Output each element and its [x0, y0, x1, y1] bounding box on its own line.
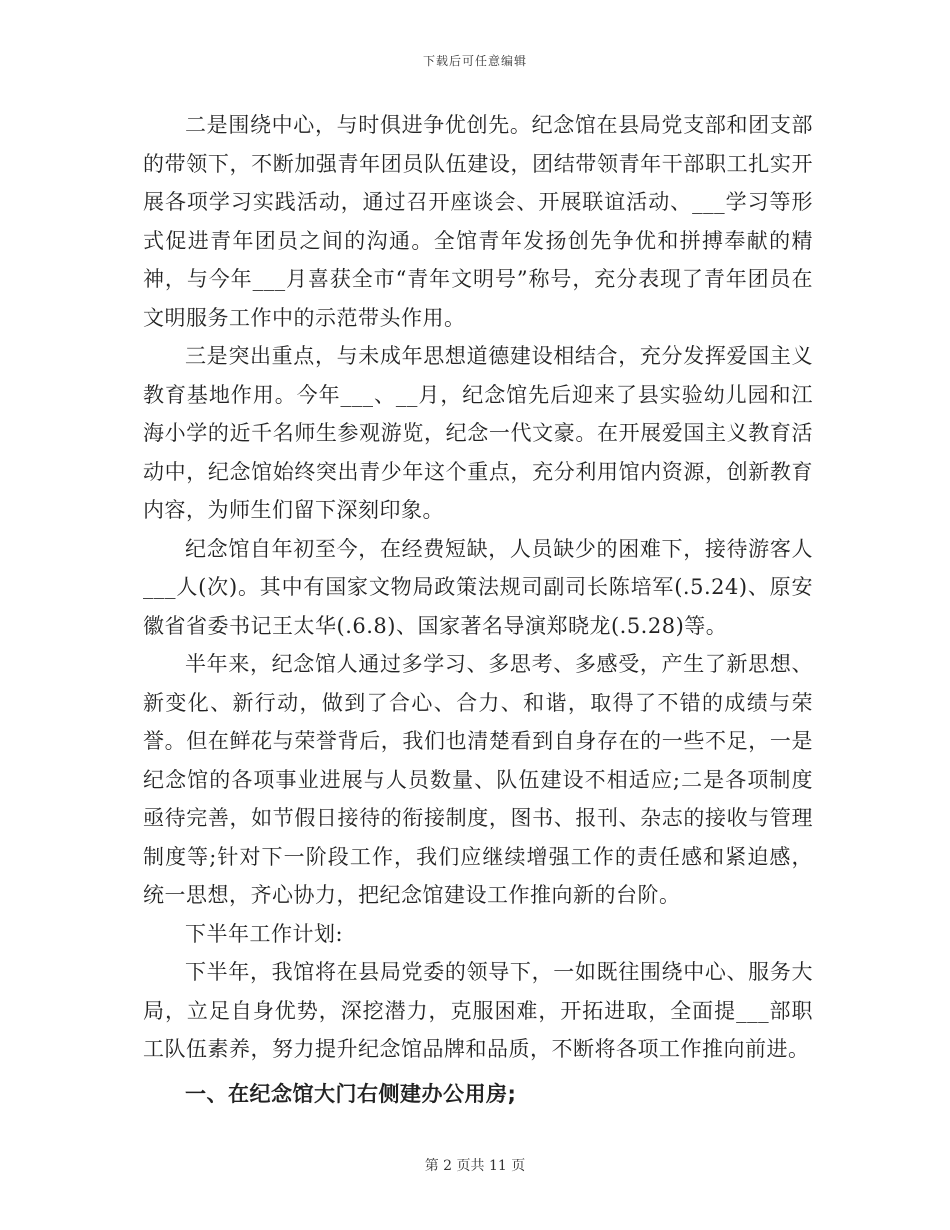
page-footer: 第 2 页共 11 页 — [424, 1158, 526, 1174]
paragraph-4: 半年来，纪念馆人通过多学习、多思考、多感受，产生了新思想、新变化、新行动，做到了合心、合力、和谐，取得了不错的成绩与荣誉。但在鲜花与荣誉背后，我们也清楚看到自身存在的一些不足，一是纪念馆的各项事业进展与人员数量、队伍建设不相适应;二是各项制度亟待完善，如节假日接待的衔接制度，图书、报刊、杂志的接收与管理制度等;针对下一阶段工作，我们应继续增强工作的责任感和紧迫感，统一思想，齐心协力，把纪念馆建设工作推向新的台阶。 — [143, 652, 813, 907]
section-heading: 一、在纪念馆大门右侧建办公用房; — [185, 1081, 517, 1106]
page-header: 下载后可任意编辑 — [422, 54, 527, 68]
paragraph-6: 下半年，我馆将在县局党委的领导下，一如既往围绕中心、服务大局，立足自身优势，深挖潜力，克服困难，开拓进取，全面提___部职工队伍素养，努力提升纪念馆品牌和品质，不断将各项工作推向前进。 — [143, 960, 813, 1061]
paragraph-3: 纪念馆自年初至今，在经费短缺，人员缺少的困难下，接待游客人___人(次)。其中有国家文物局政策法规司副司长陈培军(.5.24)、原安徽省省委书记王太华(.6.8)、国家著名导演郑晓龙(.5.28)等。 — [143, 536, 813, 638]
paragraph-1: 二是围绕中心，与时俱进争优创先。纪念馆在县局党支部和团支部的带领下，不断加强青年团员队伍建设，团结带领青年干部职工扎实开展各项学习实践活动，通过召开座谈会、开展联谊活动、___学习等形式促进青年团员之间的沟通。全馆青年发扬创先争优和拼搏奉献的精神，与今年___月喜获全市“青年文明号”称号，充分表现了青年团员在文明服务工作中的示范带头作用。 — [143, 113, 813, 330]
document-body — [143, 106, 813, 1113]
paragraph-5: 下半年工作计划: — [185, 921, 344, 946]
paragraph-2: 三是突出重点，与未成年思想道德建设相结合，充分发挥爱国主义教育基地作用。今年___、__月，纪念馆先后迎来了县实验幼儿园和江海小学的近千名师生参观游览，纪念一代文豪。在开展爱国主义教育活动中，纪念馆始终突出青少年这个重点，充分利用馆内资源，创新教育内容，为师生们留下深刻印象。 — [143, 344, 813, 522]
